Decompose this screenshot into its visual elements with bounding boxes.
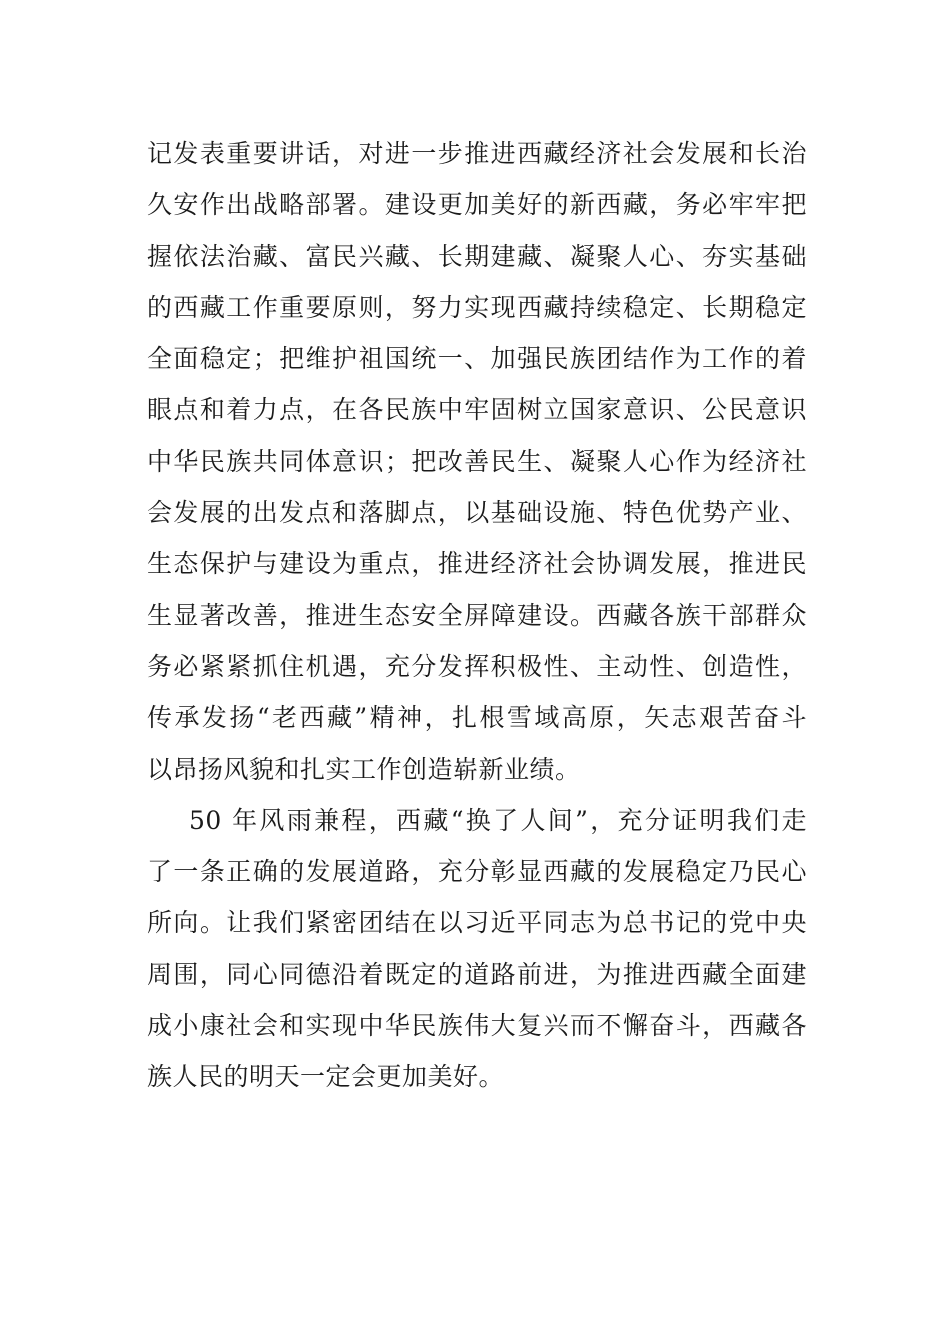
text-line: 眼点和着力点，在各民族中牢固树立国家意识、公民意识 xyxy=(147,395,807,425)
text-line: 的西藏工作重要原则，努力实现西藏持续稳定、长期稳定 xyxy=(147,292,807,322)
text-line: 了一条正确的发展道路，充分彰显西藏的发展稳定乃民心 xyxy=(147,857,807,887)
text-line: 握依法治藏、富民兴藏、长期建藏、凝聚人心、夯实基础 xyxy=(147,241,807,271)
text-line: 所向。让我们紧密团结在以习近平同志为总书记的党中央 xyxy=(147,908,807,938)
text-line: 生显著改善，推进生态安全屏障建设。西藏各族干部群众 xyxy=(147,600,807,630)
document-body xyxy=(147,128,807,1103)
paragraph-1 xyxy=(147,128,807,795)
text-line: 传承发扬“老西藏”精神，扎根雪域高原，矢志艰苦奋斗 xyxy=(147,703,807,733)
text-line: 会发展的出发点和落脚点，以基础设施、特色优势产业、 xyxy=(147,498,807,528)
text-line: 中华民族共同体意识；把改善民生、凝聚人心作为经济社 xyxy=(147,446,807,476)
text-line: 全面稳定；把维护祖国统一、加强民族团结作为工作的着 xyxy=(147,344,807,374)
text-line: 务必紧紧抓住机遇，充分发挥积极性、主动性、创造性， xyxy=(147,651,807,681)
text-line: 久安作出战略部署。建设更加美好的新西藏，务必牢牢把 xyxy=(147,190,807,220)
text-line: 成小康社会和实现中华民族伟大复兴而不懈奋斗，西藏各 xyxy=(147,1011,807,1041)
paragraph-2 xyxy=(147,795,807,1103)
text-line: 50 年风雨兼程，西藏“换了人间”，充分证明我们走 xyxy=(189,805,807,835)
text-line: 以昂扬风貌和扎实工作创造崭新业绩。 xyxy=(147,754,581,784)
text-line: 记发表重要讲话，对进一步推进西藏经济社会发展和长治 xyxy=(147,139,807,168)
text-line: 生态保护与建设为重点，推进经济社会协调发展，推进民 xyxy=(147,549,807,579)
text-line: 周围，同心同德沿着既定的道路前进，为推进西藏全面建 xyxy=(147,959,807,989)
text-line: 族人民的明天一定会更加美好。 xyxy=(147,1062,505,1092)
